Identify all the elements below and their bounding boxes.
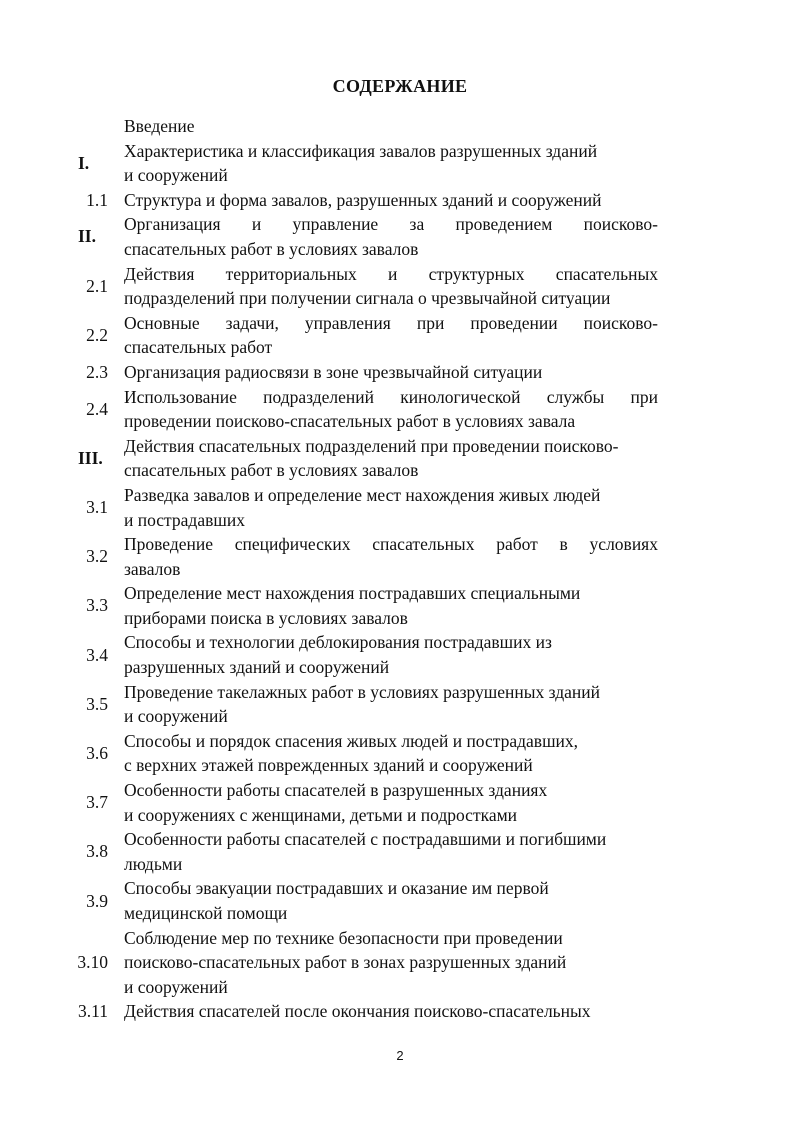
toc-entry-line: и сооружений xyxy=(124,165,228,186)
toc-entry xyxy=(0,926,800,1000)
toc-entry-title xyxy=(124,139,658,188)
toc-entry-line: Организация радиосвязи в зоне чрезвычайной ситуации xyxy=(124,361,543,382)
toc-entry-number: 3.8 xyxy=(86,841,108,862)
toc-entry-title xyxy=(124,360,658,385)
toc-entry-line: и пострадавших xyxy=(124,509,245,530)
toc-entry xyxy=(0,262,800,311)
toc-entry xyxy=(0,114,800,139)
toc-entry-title xyxy=(124,827,658,876)
toc-entry-line: и сооружениях с женщинами, детьми и подростками xyxy=(124,804,518,825)
toc-entry-number: 3.4 xyxy=(86,644,108,665)
toc-entry xyxy=(0,139,800,188)
toc-entry-line: Использование подразделений кинологической службы при xyxy=(124,386,658,407)
toc-entry-title xyxy=(124,311,658,360)
toc-entry-number: 3.9 xyxy=(86,890,108,911)
toc-entry-line: Введение xyxy=(124,116,195,136)
toc-entry xyxy=(0,311,800,360)
toc-entry-title xyxy=(124,532,658,581)
toc-entry xyxy=(0,729,800,778)
toc-entry-number: 2.3 xyxy=(86,361,108,382)
toc-entry-line: Действия спасательных подразделений при проведении поисково- xyxy=(124,435,619,456)
toc-entry xyxy=(0,630,800,679)
toc-entry-title xyxy=(124,434,658,483)
toc-entry xyxy=(0,385,800,434)
toc-entry-line: приборами поиска в условиях завалов xyxy=(124,607,408,628)
toc-entry-number: I. xyxy=(78,152,90,173)
toc-entry-line: поисково-спасательных работ в зонах разрушенных зданий xyxy=(124,952,567,973)
toc-entry xyxy=(0,999,800,1024)
toc-entry xyxy=(0,876,800,925)
toc-entry-line: Проведение такелажных работ в условиях разрушенных зданий xyxy=(124,681,601,702)
toc-entry-number: 2.1 xyxy=(86,275,108,296)
toc-entry-line: Действия спасателей после окончания поисково-спасательных xyxy=(124,1001,591,1022)
toc-entry xyxy=(0,434,800,483)
toc-entry-title xyxy=(124,999,658,1024)
toc-entry-line: Организация и управление за проведением поисково- xyxy=(124,214,658,235)
toc-entry-line: Структура и форма завалов, разрушенных зданий и сооружений xyxy=(124,189,602,210)
toc-entry-line: Определение мест нахождения пострадавших специальными xyxy=(124,583,581,604)
toc-entry-title xyxy=(124,385,658,434)
toc-entry-title xyxy=(124,114,658,139)
toc-entry-number: 3.3 xyxy=(86,595,108,616)
toc-entry xyxy=(0,680,800,729)
toc-entry-title xyxy=(124,680,658,729)
toc-entry-title xyxy=(124,778,658,827)
toc-entry-line: и сооружений xyxy=(124,706,228,727)
toc-entry-line: людьми xyxy=(124,853,183,874)
toc-entry-number: 3.5 xyxy=(86,693,108,714)
toc-entry-number: II. xyxy=(78,226,96,247)
toc-entry-line: проведении поисково-спасательных работ в условиях завала xyxy=(124,411,576,432)
toc-entry-title xyxy=(124,729,658,778)
toc-entry-title xyxy=(124,630,658,679)
toc-entry-number: 3.1 xyxy=(86,497,108,517)
toc-entry-line: Действия территориальных и структурных спасательных xyxy=(124,263,658,284)
toc-entry-line: спасательных работ в условиях завалов xyxy=(124,460,419,481)
toc-entry-title xyxy=(124,262,658,311)
toc-entry xyxy=(0,483,800,532)
toc-entry-number: 3.10 xyxy=(77,951,108,972)
toc-entry-number: 3.7 xyxy=(86,792,108,813)
toc-entry-line: Способы и технологии деблокирования пострадавших из xyxy=(124,632,552,653)
toc-entry-title xyxy=(124,212,658,261)
toc-entry xyxy=(0,827,800,876)
toc-entry-line: Соблюдение мер по технике безопасности при проведении xyxy=(124,927,563,948)
toc-entry xyxy=(0,212,800,261)
toc-entry-line: Способы и порядок спасения живых людей и пострадавших, xyxy=(124,730,579,751)
table-of-contents xyxy=(0,114,800,1024)
toc-entry-line: Особенности работы спасателей в разрушенных зданиях xyxy=(124,780,548,801)
toc-entry xyxy=(0,188,800,213)
toc-entry-title xyxy=(124,188,658,213)
toc-entry-title xyxy=(124,483,658,532)
toc-entry-line: медицинской помощи xyxy=(124,903,288,923)
toc-entry-line: Способы эвакуации пострадавших и оказание им первой xyxy=(124,878,549,899)
toc-entry-number: 3.11 xyxy=(78,1001,108,1022)
toc-entry-line: подразделений при получении сигнала о чрезвычайной ситуации xyxy=(124,288,611,309)
toc-entry-line: спасательных работ в условиях завалов xyxy=(124,238,419,259)
toc-entry-line: спасательных работ xyxy=(124,337,273,358)
toc-entry-number: 2.4 xyxy=(86,398,108,419)
toc-entry-line: Основные задачи, управления при проведении поисково- xyxy=(124,312,658,333)
toc-entry-title xyxy=(124,876,658,925)
toc-entry-line: Особенности работы спасателей с пострадавшими и погибшими xyxy=(124,829,607,850)
toc-entry-line: Проведение специфических спасательных работ в условиях xyxy=(124,534,658,555)
toc-entry-number: 3.2 xyxy=(86,546,108,567)
toc-entry-line: разрушенных зданий и сооружений xyxy=(124,657,390,678)
toc-entry-number: III. xyxy=(78,447,103,468)
toc-entry-line: Характеристика и классификация завалов разрушенных зданий xyxy=(124,140,598,161)
toc-entry-number: 3.6 xyxy=(86,742,108,763)
toc-entry-title xyxy=(124,926,658,1000)
toc-entry-number: 2.2 xyxy=(86,324,108,345)
toc-entry-title xyxy=(124,581,658,630)
toc-entry-line: и сооружений xyxy=(124,976,228,997)
page-number: 2 xyxy=(396,1048,404,1063)
toc-entry-number: 1.1 xyxy=(86,189,108,210)
toc-entry xyxy=(0,360,800,385)
toc-entry xyxy=(0,532,800,581)
toc-entry xyxy=(0,581,800,630)
toc-entry-line: Разведка завалов и определение мест нахождения живых людей xyxy=(124,484,601,505)
toc-entry xyxy=(0,778,800,827)
toc-entry-line: завалов xyxy=(124,558,181,579)
page-title: СОДЕРЖАНИЕ xyxy=(332,76,468,96)
toc-entry-line: с верхних этажей поврежденных зданий и сооружений xyxy=(124,755,533,776)
